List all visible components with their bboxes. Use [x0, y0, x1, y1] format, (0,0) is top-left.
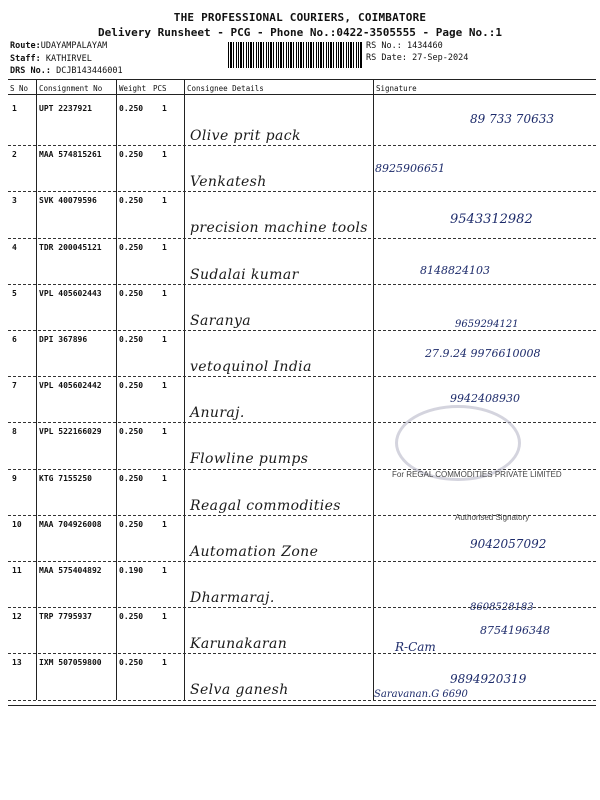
row-divider — [8, 238, 596, 239]
rs-no-label: RS No.: — [366, 41, 402, 51]
staff-label: Staff: — [10, 54, 41, 64]
col-signature: Signature — [376, 84, 417, 93]
row-weight: 0.250 — [119, 335, 144, 344]
staff-value: KATHIRVEL — [45, 54, 92, 64]
row-consignment: TDR 200045121 — [39, 242, 102, 252]
row-divider — [8, 145, 596, 146]
row-sno: 10 — [12, 519, 22, 529]
row-consignment: IXM 507059800 — [39, 658, 102, 668]
row-sno: 1 — [12, 104, 17, 113]
row-pcs: 1 — [162, 566, 167, 575]
row-consignment: UPT 2237921 — [39, 104, 92, 113]
row-consignment: VPL 405602443 — [39, 288, 102, 298]
row-sno: 7 — [12, 381, 17, 391]
row-pcs: 1 — [162, 242, 167, 252]
row-consignee: Karunakaran — [190, 636, 288, 653]
route-label: Route: — [10, 41, 41, 51]
rs-date-value: 27-Sep-2024 — [412, 53, 469, 63]
row-consignment: VPL 405602442 — [39, 381, 102, 391]
drs-value: DCJB143446001 — [56, 66, 123, 76]
row-sno: 2 — [12, 150, 17, 160]
route-value: UDAYAMPALAYAM — [40, 41, 108, 51]
row-divider — [8, 191, 596, 192]
rs-no-line — [366, 41, 443, 51]
row-signature: 9042057092 — [470, 537, 547, 551]
row-pcs: 1 — [162, 658, 167, 668]
row-sno: 5 — [12, 288, 17, 298]
row-weight: 0.190 — [119, 566, 144, 575]
row-sno: 13 — [12, 658, 22, 668]
row-divider — [8, 284, 596, 285]
runsheet-subtitle: Delivery Runsheet - PCG - Phone No.:0422-3505555 - Page No.:1 — [98, 26, 502, 39]
row-sno: 8 — [12, 427, 17, 437]
col-consignee: Consignee Details — [187, 84, 264, 93]
row-consignee: Selva ganesh — [190, 682, 289, 699]
row-sno: 11 — [12, 566, 22, 575]
row-sno: 9 — [12, 473, 17, 483]
row-consignment: KTG 7155250 — [39, 473, 92, 483]
row-consignment: TRP 7795937 — [39, 612, 92, 622]
row-sno: 6 — [12, 335, 17, 344]
row-pcs: 1 — [162, 335, 167, 344]
row-pcs: 1 — [162, 473, 167, 483]
row-consignment: MAA 704926008 — [39, 519, 102, 529]
row-consignment: SVK 40079596 — [39, 196, 97, 206]
row-pcs: 1 — [162, 104, 167, 113]
row-weight: 0.250 — [119, 519, 144, 529]
row-weight: 0.250 — [119, 288, 144, 298]
col-pcs: PCS — [153, 84, 167, 93]
row-signature: 8608528183 — [470, 602, 534, 613]
row-consignee: Flowline pumps — [190, 451, 309, 468]
row-signature: 9942408930 — [450, 392, 520, 405]
barcode — [228, 42, 362, 68]
row-consignee: Olive prit pack — [190, 128, 301, 144]
row-pcs: 1 — [162, 427, 167, 437]
row-pcs: 1 — [162, 196, 167, 206]
row-divider — [8, 376, 596, 377]
row-consignee: Saranya — [190, 312, 252, 329]
row-consignee: precision machine tools — [190, 220, 368, 237]
row-consignee: Sudalai kumar — [190, 266, 299, 283]
row-consignee: vetoquinol India — [190, 359, 312, 375]
row-pcs: 1 — [162, 288, 167, 298]
row-pcs: 1 — [162, 519, 167, 529]
row-consignee: Automation Zone — [190, 543, 319, 560]
col-weight: Weight — [119, 84, 147, 93]
row-consignment: DPI 367896 — [39, 335, 88, 344]
row-divider — [8, 330, 596, 331]
row-consignee: Venkatesh — [190, 174, 267, 191]
row-sno: 12 — [12, 612, 22, 622]
row-signature: 8754196348 — [480, 624, 550, 637]
drs-label: DRS No.: — [10, 66, 51, 76]
row-consignment: MAA 575404892 — [39, 566, 102, 575]
rs-date-label: RS Date: — [366, 53, 407, 63]
row-consignee: Anuraj. — [190, 405, 245, 422]
row-weight: 0.250 — [119, 473, 144, 483]
row-weight: 0.250 — [119, 427, 144, 437]
row-weight: 0.250 — [119, 381, 144, 391]
stamp-authorised-text: Authorised Signatory — [455, 513, 530, 522]
stamp-company-text: For REGAL COMMODITIES PRIVATE LIMITED — [392, 470, 562, 479]
company-title: THE PROFESSIONAL COURIERS, COIMBATORE — [173, 11, 427, 24]
row-consignment: VPL 522166029 — [39, 427, 102, 437]
rs-date-line — [366, 53, 468, 63]
row-signature: 9894920319 — [450, 672, 527, 686]
row-consignee: Reagal commodities — [190, 497, 341, 514]
staff-line — [10, 54, 92, 64]
row13-extra-signature: Saravanan.G 6690 — [374, 689, 468, 700]
col-sno: S No — [10, 84, 29, 93]
row-pcs: 1 — [162, 612, 167, 622]
col-consignment: Consignment No — [39, 84, 103, 93]
header-bottom-rule — [8, 94, 596, 95]
row-divider — [8, 607, 596, 608]
row-sno: 4 — [12, 242, 17, 252]
row-signature: 8925906651 — [375, 162, 445, 175]
row-signature: 27.9.24 9976610008 — [425, 347, 541, 360]
row-divider — [8, 700, 596, 701]
row-weight: 0.250 — [119, 242, 144, 252]
row-weight: 0.250 — [119, 150, 144, 160]
row-signature: 9659294121 — [455, 319, 519, 330]
row-divider — [8, 653, 596, 654]
row-signature: 9543312982 — [450, 212, 533, 227]
row-pcs: 1 — [162, 150, 167, 160]
row-signature: 8148824103 — [420, 264, 490, 277]
row12-extra-signature: R-Cam — [395, 640, 436, 654]
row-sno: 3 — [12, 196, 17, 206]
row-consignment: MAA 574815261 — [39, 150, 102, 160]
row-weight: 0.250 — [119, 612, 144, 622]
route-line — [10, 41, 107, 51]
rs-no-value: 1434460 — [406, 41, 443, 51]
table-bottom-rule — [8, 705, 596, 706]
row-weight: 0.250 — [119, 104, 144, 113]
row-weight: 0.250 — [119, 658, 144, 668]
row-weight: 0.250 — [119, 196, 144, 206]
row-signature: 89 733 70633 — [470, 112, 554, 126]
row-divider — [8, 561, 596, 562]
header-top-rule — [8, 79, 596, 80]
drs-line — [10, 66, 123, 76]
row-consignee: Dharmaraj. — [190, 590, 275, 606]
row-pcs: 1 — [162, 381, 167, 391]
